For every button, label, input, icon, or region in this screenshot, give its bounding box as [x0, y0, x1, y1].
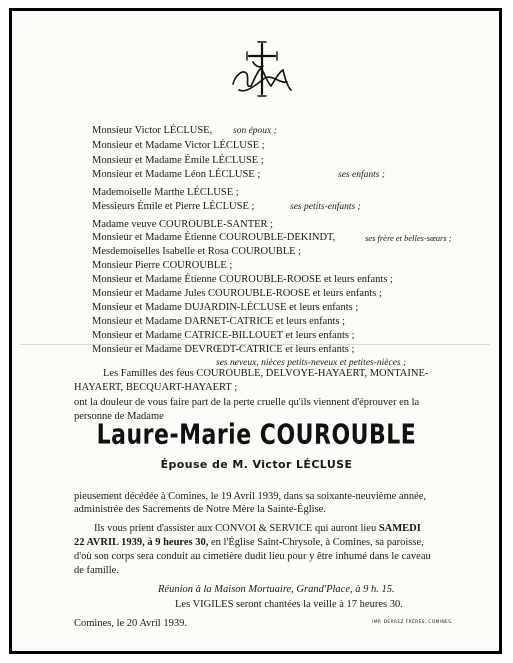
family-line: Monsieur et Madame Émile LÉCLUSE ;	[92, 155, 264, 166]
family-line: Monsieur et Madame DUJARDIN-LÉCLUSE et leurs enfants ;	[92, 302, 359, 313]
family-line: Messieurs Émile et Pierre LÉCLUSE ;	[92, 201, 255, 212]
convoi-line-4: de famille.	[74, 565, 119, 576]
family-role: ses enfants ;	[338, 170, 385, 180]
convoi-text: Ils vous prient d'assister aux CONVOI & SERVICE qui auront lieu	[94, 523, 377, 534]
family-line: Monsieur et Madame Léon LÉCLUSE ;	[92, 169, 261, 180]
convoi-line-3: d'où son corps sera conduit au cimetière dudit lieu pour y être inhumé dans le caveau	[74, 551, 431, 562]
family-role: ses petits-enfants ;	[290, 202, 361, 212]
announce-line-2: personne de Madame	[74, 411, 164, 422]
convoi-place: en l'Église Saint-Chrysole, à Comines, sa paroisse,	[211, 537, 424, 548]
convoi-date: 22 AVRIL 1939, à 9 heures 30,	[74, 537, 209, 548]
families-line-2: HAYAERT, BECQUART-HAYAERT ;	[74, 382, 238, 393]
family-role: son époux ;	[233, 126, 277, 136]
convoi-line-2	[74, 536, 424, 549]
family-role: ses frère et belles-sœurs ;	[365, 233, 452, 243]
fold-line	[20, 344, 490, 345]
convoi-day: SAMEDI	[378, 523, 421, 534]
deceased-name: Laure-Marie COUROUBLE	[96, 419, 417, 452]
family-line: Mademoiselle Marthe LÉCLUSE ;	[92, 187, 239, 198]
family-line: Monsieur et Madame DEVRŒDT-CATRICE et leurs enfants ;	[92, 344, 355, 355]
vigiles-line: Les VIGILES seront chantées la veille à 17 heures 30.	[175, 599, 403, 610]
family-line: Monsieur et Madame CATRICE-BILLOUET et leurs enfants ;	[92, 330, 355, 341]
printer-credit: IMP. DERREZ FRÈRES, COMINES.	[372, 620, 454, 625]
family-line: Monsieur et Madame DARNET-CATRICE et leurs enfants ;	[92, 316, 346, 327]
death-line-1: pieusement décédée à Comines, le 19 Avril 1939, dans sa soixante-neuvième année,	[74, 491, 427, 502]
family-line: Monsieur et Madame Étienne COUROUBLE-DEKINDT,	[92, 232, 336, 243]
family-line: Monsieur et Madame Jules COUROUBLE-ROOSE et leurs enfants ;	[92, 288, 382, 299]
family-line: Madame veuve COUROUBLE-SANTER ;	[92, 219, 274, 230]
families-line-1: Les Familles des feus COUROUBLE, DELVOYE-HAYAERT, MONTAINE-	[103, 368, 429, 379]
spouse-line: Épouse de M. Victor LÉCLUSE	[160, 458, 353, 471]
family-line: Monsieur et Madame Victor LÉCLUSE ;	[92, 140, 265, 151]
death-line-2: administrée des Sacrements de Notre Mère la Sainte-Église.	[74, 504, 326, 515]
family-line: Monsieur Victor LÉCLUSE,	[92, 125, 213, 136]
family-line: Monsieur Pierre COUROUBLE ;	[92, 260, 233, 271]
reunion-line: Réunion à la Maison Mortuaire, Grand'Place, à 9 h. 15.	[158, 584, 395, 595]
cross-monogram-icon	[225, 38, 295, 100]
nephews-role: ses neveux, nièces petits-neveux et petites-nièces ;	[216, 358, 407, 368]
date-place: Comines, le 20 Avril 1939.	[74, 618, 187, 629]
family-line: Monsieur et Madame Étienne COUROUBLE-ROOSE et leurs enfants ;	[92, 274, 393, 285]
announce-line-1: ont la douleur de vous faire part de la perte cruelle qu'ils viennent d'éprouver en la	[74, 397, 420, 408]
family-line: Mesdemoiselles Isabelle et Rosa COUROUBLE ;	[92, 246, 302, 257]
convoi-line-1	[94, 522, 421, 535]
